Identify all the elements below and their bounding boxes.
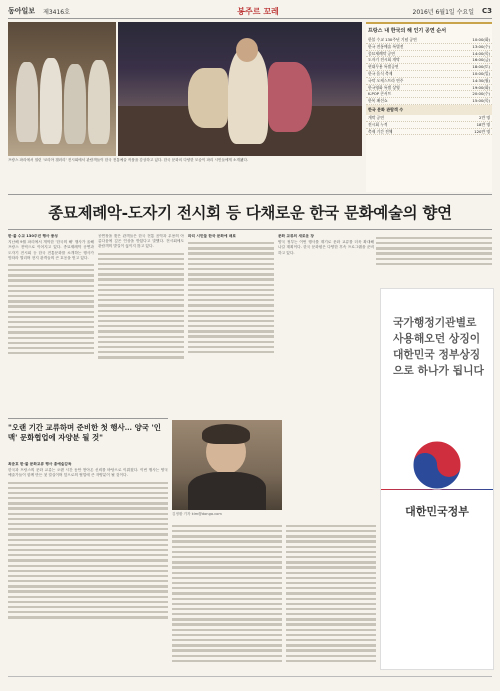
article-column-1 [8,234,94,414]
ad-brand: 대한민국정부 [405,505,469,518]
masthead [8,4,492,19]
schedule-row: K-POP 콘서트 20:00(수) [368,91,490,97]
schedule-row: 한국 음식 축제 10:00(일) [368,70,490,76]
interview-text: 한국과 프랑스의 문화 교류는 오랜 시간 동안 쌓아온 신뢰를 바탕으로 이뤄졌다. 이번 행사는 양국 예술가들이 함께 만든 첫 결실이며 앞으로의 협업에 큰 자양분이 될 것이다. [8,468,168,478]
visitors-subtitle: 한국 문화 관람객 수 [366,105,492,115]
schedule-title: 프랑스 내 한국의 해 인기 공연 순서 [368,28,447,34]
publish-date: 2016년 6월1일 수요일 [412,8,474,16]
schedule-row: 국악 오케스트라 연주 14:30(월) [368,77,490,83]
taegeuk-emblem-icon [411,439,463,491]
ad-slogan: 국가행정기관별로 사용해오던 상징이 대한민국 정부상징으로 하나가 됩니다 [393,316,484,377]
article-column-5 [376,234,492,284]
article-column-2 [98,234,184,414]
interview-subhead: 최준호 한·불 문화교류 행사 총예술감독 [8,462,72,466]
paper-name: 동아일보 [8,6,36,15]
visitors-row: 전시회 누적 18만 명 [368,121,490,127]
photo-traditional-dancer [118,22,362,156]
schedule-box [366,22,492,192]
visitors-row: 개막 공연 2만 명 [368,114,490,120]
schedule-row: 한복 패션쇼 15:00(목) [368,98,490,104]
page-footer-rule [8,676,492,677]
schedule-list [366,37,492,105]
article-subhead: 한·불 수교 130주년 행사 풍성 [8,234,58,238]
schedule-row: 한국 전통예술 특별전 13:00(수) [368,43,490,49]
schedule-row: 한불 수교 130주년 기념 공연 10:00(화) [368,37,490,42]
interview-headline: "오랜 기간 교류하며 준비한 첫 행사… 양국 '인맥' 문화협업에 자양분 될 것" [8,418,168,443]
schedule-row: 종묘제례악 공연 14:00(목) [368,50,490,56]
issue-number: 제3416호 [43,8,70,16]
photo-interviewee [172,420,282,510]
article-text: 공연장을 찾은 관객들은 한국 전통 음악과 무용의 아름다움에 깊은 인상을 받았다고 말했다. 전시회에도 관람객의 발길이 끊이지 않고 있다. [98,234,184,249]
article-text: 지난해 9월 파리에서 개막한 '한국의 해' 행사가 올해 프랑스 전역으로 이어지고 있다. 종묘제례악 공연과 도자기 전시회 등 한국 전통문화를 소개하는 행사가 잇따라 열리며 현지 관객들의 큰 호응을 얻고 있다. [8,240,94,260]
schedule-row: 한국영화 특별 상영 19:00(화) [368,84,490,90]
interview-column-2 [172,522,282,672]
photo-caption: 프랑스 파리에서 열린 '코리아 갤러리' 전시회에서 관람객들이 한국 전통예술 작품을 감상하고 있다. 한국 문화의 다양한 모습이 파리 시민들에게 소개됐다. [8,158,249,162]
government-ad [380,288,494,670]
article-subhead: 파리 시민들 한국 문화에 매료 [188,234,236,238]
article-column-4 [278,234,374,284]
main-headline: 종묘제례악-도자기 전시회 등 다채로운 한국 문화예술의 향연 [8,194,492,230]
page-number: C3 [481,7,492,15]
visitors-row: 축제 기간 전체 120만 명 [368,128,490,134]
schedule-row: 현대무용 특별공연 18:00(토) [368,64,490,70]
photo-byline: 김정환 기자 kim@donga.com [172,512,222,516]
section-title: 봉주르 꼬레 [237,5,279,16]
interview-column-1 [8,462,168,672]
interview-column-3 [286,522,376,672]
photo-performance-group [8,22,116,156]
article-column-3 [188,234,274,414]
schedule-row: 도자기 전시회 개막 16:00(금) [368,57,490,63]
article-text: 양국 정부는 이번 행사를 계기로 문화 교류를 더욱 확대해 나갈 계획이다. 한국 문화원은 다양한 후속 프로그램을 준비하고 있다. [278,240,374,255]
article-subhead: 문화 교류의 새로운 장 [278,234,314,238]
